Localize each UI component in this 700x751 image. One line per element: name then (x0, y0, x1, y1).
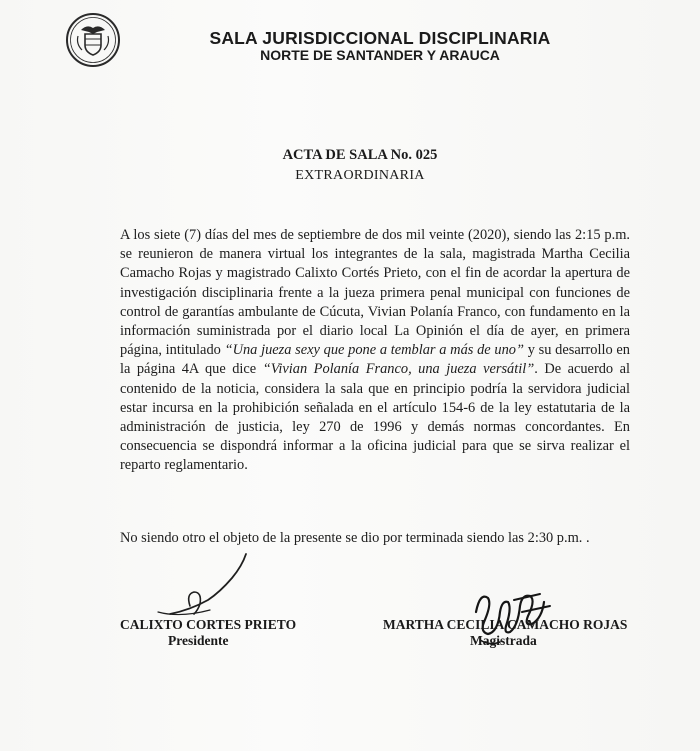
signer-2-name: MARTHA CECILIA CAMACHO ROJAS (383, 617, 628, 632)
coat-of-arms-seal-icon (64, 12, 122, 68)
acta-title: ACTA DE SALA No. 025 (282, 147, 438, 163)
institution-title: SALA JURISDICCIONAL DISCIPLINARIA (209, 28, 551, 48)
body-text-part-1: A los siete (7) días del mes de septiembre de dos mil veinte (2020), siendo las 2:15 p.m. se reunieron de manera virtual los integrantes de la sala, magistrada Martha Cecilia Camacho Rojas y magistrado Calixto Cortés Prieto, con el fin de acordar la apertura de investigación disciplinaria frente a la jueza primera penal municipal con funciones de control de garantías ambulante de Cúcuta, Vivian Polanía Franco, con fundamento en la información suministrada por el diario local La Opinión el día de ayer, en primera página, intitulado (120, 227, 630, 359)
body-text-part-2: y su desarrollo en la página 4A que dice (120, 342, 630, 378)
acta-subtitle: EXTRAORDINARIA (295, 168, 425, 183)
body-text-part-3: . De acuerdo al contenido de la noticia, considera la sala que en principio podría la servidora judicial estar incursa en la prohibición señalada en el artículo 154-6 de la ley estatutaria de la administración de justicia, ley 270 de 1996 y demás normas concordantes. En consecuencia se dispondrá informar a la oficina judicial para que se sirva realizar el reparto reglamentario. (120, 361, 630, 474)
body-paragraph (120, 226, 630, 476)
signer-1-role: Presidente (168, 633, 229, 648)
region-subtitle: NORTE DE SANTANDER Y ARAUCA (260, 47, 500, 63)
article-quote: “Vivian Polanía Franco, una jueza versátil” (262, 361, 535, 378)
closing-statement: No siendo otro el objeto de la presente se dio por terminada siendo las 2:30 p.m. . (120, 530, 590, 546)
signature-president-icon (150, 548, 260, 620)
signer-2-role: Magistrada (470, 633, 537, 648)
headline-quote: “Una jueza sexy que pone a temblar a más de uno” (224, 342, 524, 359)
signer-1-name: CALIXTO CORTES PRIETO (120, 617, 297, 632)
